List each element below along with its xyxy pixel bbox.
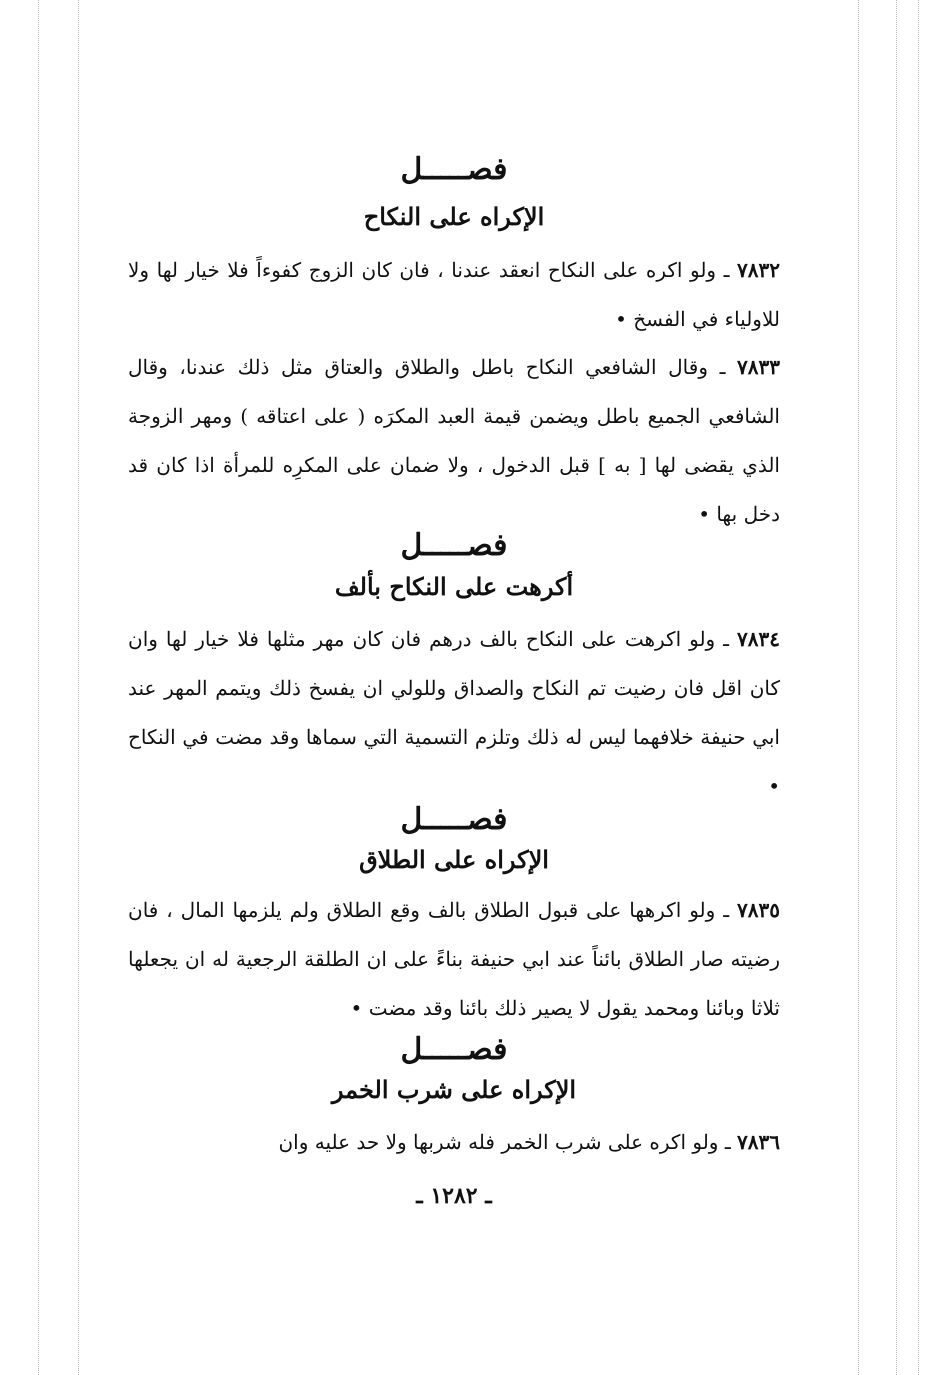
section-divider: فصـــــل: [400, 802, 508, 837]
paragraph: [128, 343, 780, 539]
paragraph-text: ـ ولو اكره على النكاح انعقد عندنا ، فان كان الزوج كفوءاً فلا خيار لها ولا للاولياء في الفسخ •: [128, 258, 780, 331]
paragraph-text: ـ ولو اكره على شرب الخمر فله شربها ولا حد عليه وان: [278, 1130, 731, 1154]
section-heading: الإكراه على النكاح: [363, 202, 545, 231]
scan-line: [78, 0, 79, 1375]
book-page: [128, 0, 780, 1375]
page-number: ـ ١٢٨٢ ـ: [416, 1183, 492, 1209]
paragraph: [128, 1118, 780, 1167]
section-heading: الإكراه على شرب الخمر: [331, 1075, 577, 1104]
paragraph-number: ٧٨٣٤: [737, 627, 780, 651]
paragraph-number: ٧٨٣٢: [737, 258, 780, 282]
scan-line: [918, 0, 919, 1375]
section-heading: الإكراه على الطلاق: [359, 845, 549, 874]
scan-line: [858, 0, 859, 1375]
paragraph-number: ٧٨٣٦: [737, 1130, 780, 1154]
scan-line: [896, 0, 897, 1375]
paragraph: [128, 886, 780, 1033]
section-divider: فصـــــل: [400, 152, 508, 187]
paragraph-number: ٧٨٣٥: [737, 898, 781, 922]
paragraph-number: ٧٨٣٣: [737, 355, 780, 379]
section-divider: فصـــــل: [400, 1032, 508, 1067]
paragraph-text: ـ ولو اكرهها على قبول الطلاق بالف وقع الطلاق ولم يلزمها المال ، فان رضيته صار الطلاق بائناً عند ابي حنيفة بناءً على ان الطلقة الرجعية له ان يجعلها ثلاثا وبائنا ومحمد يقول لا يصير ذلك بائنا وقد مضت •: [128, 898, 780, 1020]
paragraph-text: ـ وقال الشافعي النكاح باطل والطلاق والعتاق مثل ذلك عندنا، وقال الشافعي الجميع باطل ويضمن قيمة العبد المكرَه ( على اعتاقه ) ومهر الزوجة الذي يقضى لها [ به ] قبل الدخول ، ولا ضمان على المكرِه للمرأة اذا كان قد دخل بها •: [128, 355, 780, 526]
paragraph-text: ـ ولو اكرهت على النكاح بالف درهم فان كان مهر مثلها فلا خيار لها وان كان اقل فان رضيت تم النكاح والصداق وللولي ان يفسخ ذلك ويتمم المهر عند ابي حنيفة خلافهما ليس له ذلك وتلزم التسمية التي سماها وقد مضت في النكاح •: [128, 627, 780, 798]
scan-line: [38, 0, 39, 1375]
section-heading: أكرهت على النكاح بألف: [334, 572, 574, 601]
section-divider: فصـــــل: [400, 528, 508, 563]
paragraph: [128, 246, 780, 344]
paragraph: [128, 615, 780, 811]
